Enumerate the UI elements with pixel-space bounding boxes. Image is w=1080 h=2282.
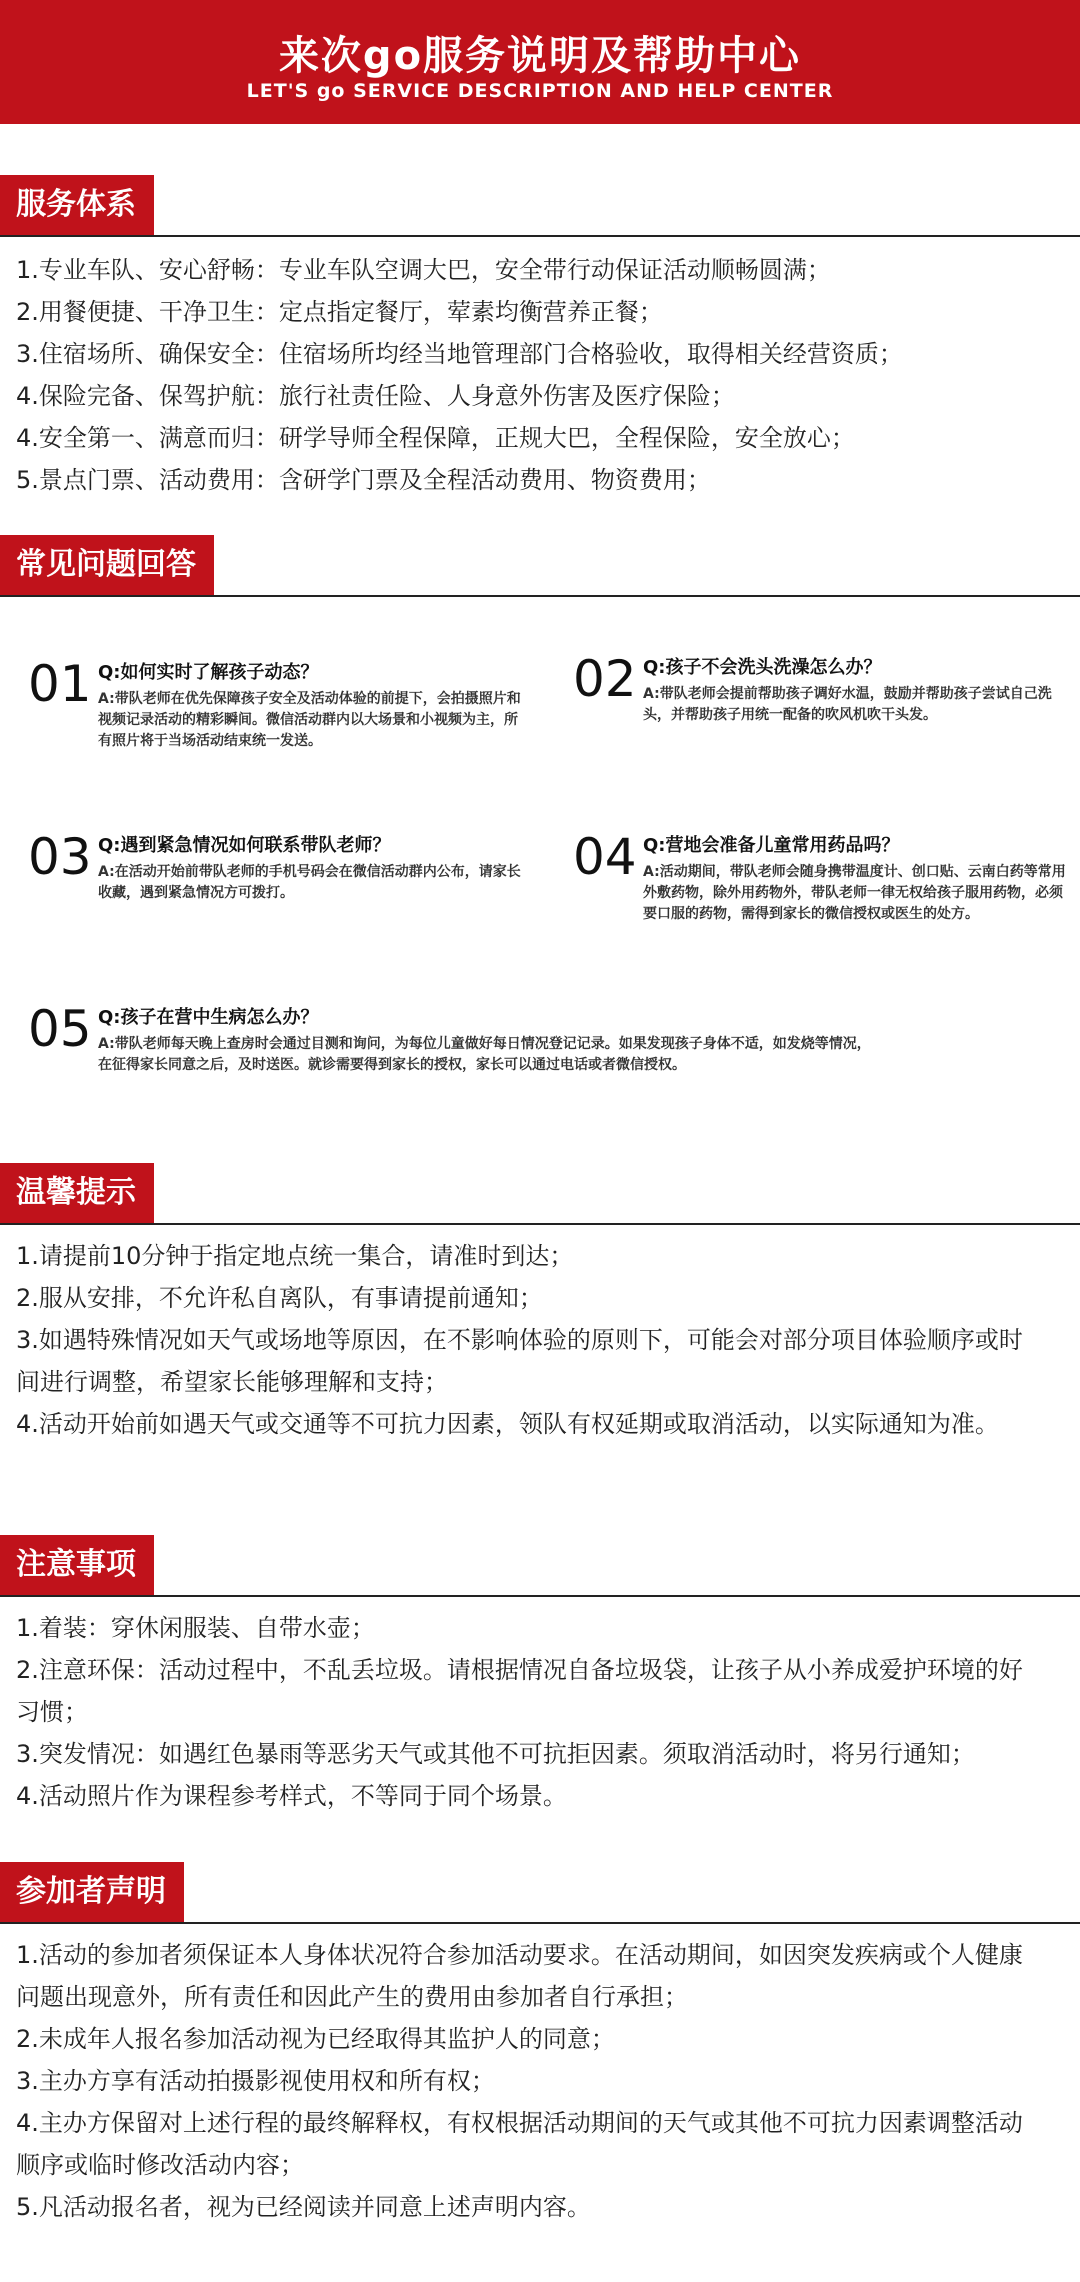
list-item: 5.景点门票、活动费用：含研学门票及全程活动费用、物资费用； bbox=[16, 466, 711, 494]
faq-question: Q:如何实时了解孩子动态？ bbox=[98, 662, 319, 683]
faq-answer: A:带队老师在优先保障孩子安全及活动体验的前提下，会拍摄照片和视频记录活动的精彩瞬间。微信活动群内以大场景和小视频为主，所有照片将于当场活动结束统一发送。 bbox=[98, 691, 521, 749]
tips-section bbox=[0, 1163, 1080, 1445]
faq-answer: A:在活动开始前带队老师的手机号码会在微信活动群内公布，请家长收藏，遇到紧急情况方可拨打。 bbox=[98, 864, 521, 901]
faq-question: Q:遇到紧急情况如何联系带队老师？ bbox=[98, 835, 391, 856]
list-item: 3.如遇特殊情况如天气或场地等原因，在不影响体验的原则下，可能会对部分项目体验顺序或时间进行调整，希望家长能够理解和支持； bbox=[16, 1326, 1023, 1396]
faq-question: Q:营地会准备儿童常用药品吗？ bbox=[643, 835, 900, 856]
list-item: 2.未成年人报名参加活动视为已经取得其监护人的同意； bbox=[16, 2025, 615, 2053]
header-banner bbox=[0, 0, 1080, 124]
faq-content bbox=[643, 654, 1053, 726]
section-divider bbox=[0, 1595, 1080, 1597]
declaration-list bbox=[0, 1934, 1080, 2228]
faq-content bbox=[98, 832, 528, 904]
faq-number: 01 bbox=[28, 655, 92, 713]
list-item: 1.着装：穿休闲服装、自带水壶； bbox=[16, 1614, 375, 1642]
list-item: 2.注意环保：活动过程中，不乱丢垃圾。请根据情况自备垃圾袋，让孩子从小养成爱护环境的好习惯； bbox=[16, 1656, 1023, 1726]
list-item: 1.请提前10分钟于指定地点统一集合，请准时到达； bbox=[16, 1242, 574, 1270]
declaration-section-title: 参加者声明 bbox=[0, 1862, 184, 1922]
service-section-title: 服务体系 bbox=[0, 175, 154, 235]
faq-answer: A:活动期间，带队老师会随身携带温度计、创口贴、云南白药等常用外敷药物，除外用药物外，带队老师一律无权给孩子服用药物，必须要口服的药物，需得到家长的微信授权或医生的处方。 bbox=[643, 864, 1066, 922]
tips-list bbox=[0, 1235, 1080, 1445]
list-item: 4.活动开始前如遇天气或交通等不可抗力因素，领队有权延期或取消活动，以实际通知为准。 bbox=[16, 1410, 999, 1438]
faq-content bbox=[98, 1004, 878, 1076]
list-item: 4.活动照片作为课程参考样式，不等同于同个场景。 bbox=[16, 1782, 567, 1810]
list-item: 4.安全第一、满意而归：研学导师全程保障，正规大巴，全程保险，安全放心； bbox=[16, 424, 855, 452]
section-divider bbox=[0, 1223, 1080, 1225]
list-item: 4.保险完备、保驾护航：旅行社责任险、人身意外伤害及医疗保险； bbox=[16, 382, 735, 410]
notes-list bbox=[0, 1607, 1080, 1817]
notes-section-header bbox=[0, 1535, 1080, 1597]
faq-answer: A:带队老师每天晚上查房时会通过目测和询问，为每位儿童做好每日情况登记记录。如果发现孩子身体不适，如发烧等情况，在征得家长同意之后，及时送医。就诊需要得到家长的授权，家长可以通过电话或者微信授权。 bbox=[98, 1036, 871, 1073]
page-title: 来次go服务说明及帮助中心 bbox=[278, 33, 802, 79]
faq-section-title: 常见问题回答 bbox=[0, 535, 214, 595]
notes-section-title: 注意事项 bbox=[0, 1535, 154, 1595]
notes-section bbox=[0, 1535, 1080, 1817]
tips-section-title: 温馨提示 bbox=[0, 1163, 154, 1223]
faq-number: 03 bbox=[28, 828, 92, 886]
faq-section-header bbox=[0, 535, 1080, 597]
faq-question: Q:孩子在营中生病怎么办？ bbox=[98, 1007, 319, 1028]
faq-number: 02 bbox=[573, 650, 637, 708]
service-list bbox=[0, 249, 1080, 501]
list-item: 1.专业车队、安心舒畅：专业车队空调大巴，安全带行动保证活动顺畅圆满； bbox=[16, 256, 831, 284]
list-item: 2.服从安排，不允许私自离队，有事请提前通知； bbox=[16, 1284, 543, 1312]
service-section bbox=[0, 175, 1080, 501]
faq-answer: A:带队老师会提前帮助孩子调好水温，鼓励并帮助孩子尝试自己洗头，并帮助孩子用统一配备的吹风机吹干头发。 bbox=[643, 686, 1052, 723]
list-item: 5.凡活动报名者，视为已经阅读并同意上述声明内容。 bbox=[16, 2193, 591, 2221]
faq-number: 04 bbox=[573, 828, 637, 886]
list-item: 2.用餐便捷、干净卫生：定点指定餐厅，荤素均衡营养正餐； bbox=[16, 298, 663, 326]
faq-question: Q:孩子不会洗头洗澡怎么办？ bbox=[643, 657, 882, 678]
faq-section bbox=[0, 535, 1080, 1135]
page-subtitle: LET'S go SERVICE DESCRIPTION AND HELP CENTER bbox=[246, 80, 834, 102]
declaration-section bbox=[0, 1862, 1080, 2228]
section-divider bbox=[0, 235, 1080, 237]
section-divider bbox=[0, 1922, 1080, 1924]
tips-section-header bbox=[0, 1163, 1080, 1225]
declaration-section-header bbox=[0, 1862, 1080, 1924]
list-item: 3.住宿场所、确保安全：住宿场所均经当地管理部门合格验收，取得相关经营资质； bbox=[16, 340, 903, 368]
list-item: 3.突发情况：如遇红色暴雨等恶劣天气或其他不可抗拒因素。须取消活动时，将另行通知； bbox=[16, 1740, 975, 1768]
list-item: 4.主办方保留对上述行程的最终解释权，有权根据活动期间的天气或其他不可抗力因素调整活动顺序或临时修改活动内容； bbox=[16, 2109, 1023, 2179]
section-divider bbox=[0, 595, 1080, 597]
list-item: 3.主办方享有活动拍摄影视使用权和所有权； bbox=[16, 2067, 495, 2095]
service-section-header bbox=[0, 175, 1080, 237]
faq-content bbox=[98, 659, 528, 752]
faq-content bbox=[643, 832, 1068, 925]
list-item: 1.活动的参加者须保证本人身体状况符合参加活动要求。在活动期间，如因突发疾病或个人健康问题出现意外，所有责任和因此产生的费用由参加者自行承担； bbox=[16, 1941, 1023, 2011]
faq-number: 05 bbox=[28, 1000, 92, 1058]
